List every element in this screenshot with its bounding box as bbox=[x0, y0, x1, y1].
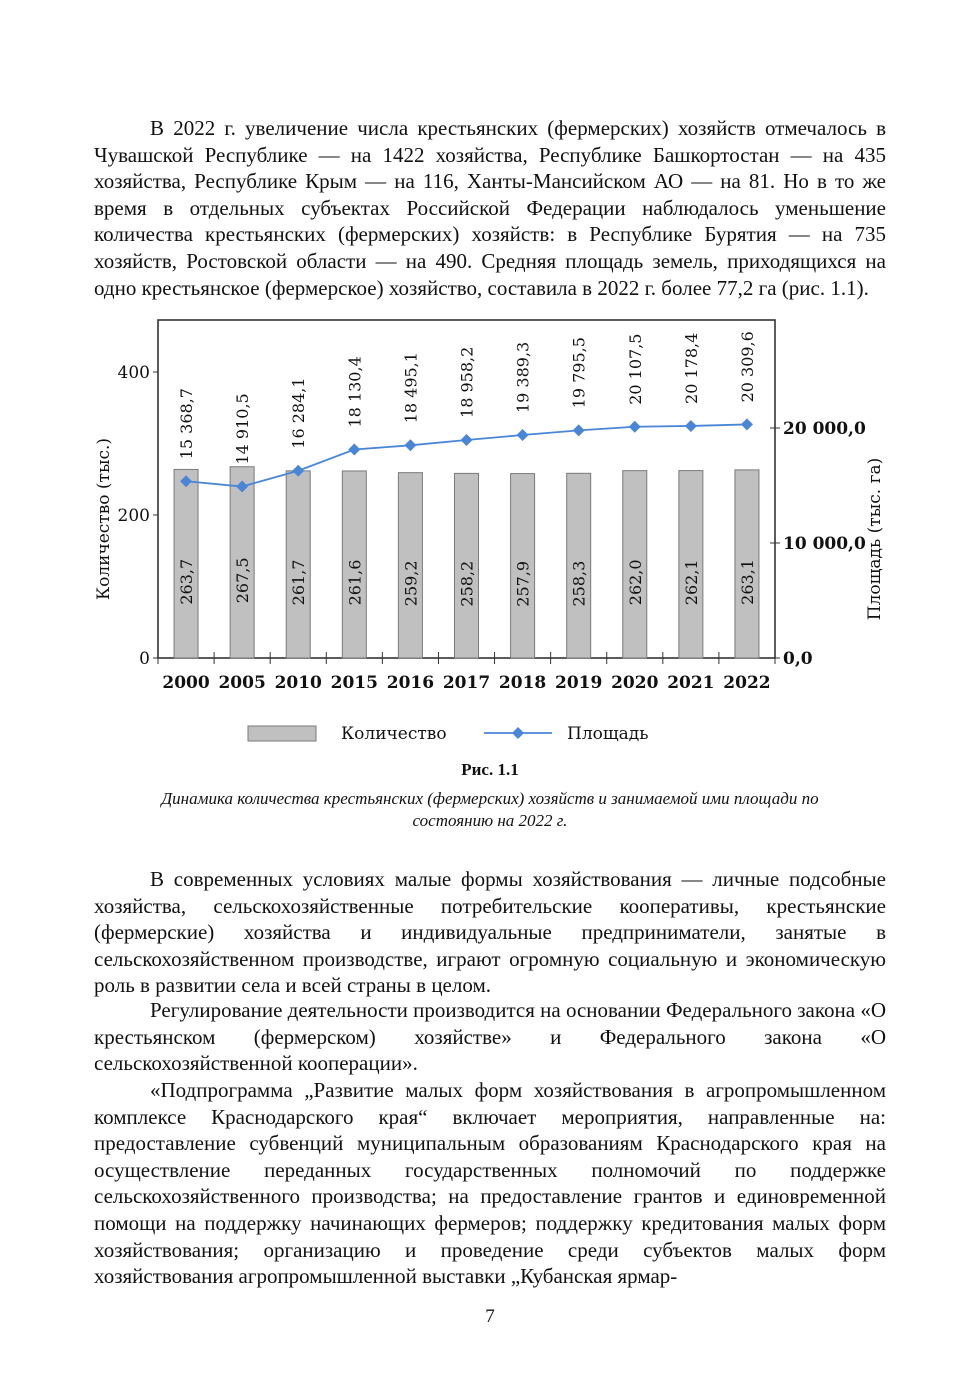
y2-tick-label: 10 000,0 bbox=[783, 533, 866, 554]
paragraph-4-text: «Подпрограмма „Развитие малых форм хозяйствования в агропромышленном комплексе Краснодарского края“ включает мероприятия, направленные на: предоставление субвенций муниципальным образованиям Краснодарского края на осуществление переданных государственных полномочий по поддержке сельскохозяйственного производства; на предоставление грантов и единовременной помощи на поддержку начинающих фермеров; поддержку кредитования малых форм хозяйствования; организацию и проведение среди субъектов малых форм хозяйствования агропромышленной выставки „Кубанская ярмар- bbox=[94, 1078, 886, 1289]
line-label: 18 495,1 bbox=[401, 352, 421, 424]
bar-label: 262,1 bbox=[681, 559, 701, 606]
line-label: 14 910,5 bbox=[233, 393, 253, 465]
x-tick-label: 2019 bbox=[555, 673, 603, 693]
legend-label-count: Количество bbox=[341, 724, 447, 744]
line-label: 18 958,2 bbox=[457, 346, 477, 418]
bar-label: 263,1 bbox=[737, 559, 757, 605]
x-tick-label: 2017 bbox=[442, 673, 491, 693]
line-label: 19 389,3 bbox=[513, 341, 533, 414]
y2-tick-label: 20 000,0 bbox=[783, 418, 866, 439]
figure-label: Рис. 1.1 bbox=[461, 760, 519, 779]
y2-axis-title: Площадь (тыс. га) bbox=[865, 457, 885, 621]
diamond-marker-icon bbox=[404, 439, 416, 451]
paragraph-3 bbox=[94, 997, 886, 1077]
bar-label: 263,7 bbox=[177, 558, 197, 605]
bar-label: 267,5 bbox=[233, 557, 253, 604]
y2-tick-label: 0,0 bbox=[783, 649, 813, 669]
diamond-marker-icon bbox=[741, 418, 753, 430]
x-tick-label: 2016 bbox=[386, 673, 435, 693]
diamond-marker-icon bbox=[629, 421, 641, 433]
paragraph-4 bbox=[94, 1077, 886, 1290]
x-tick-label: 2018 bbox=[498, 673, 547, 693]
y-axis-title: Количество (тыс.) bbox=[94, 437, 114, 601]
x-tick-label: 2010 bbox=[274, 673, 322, 693]
x-tick-label: 2020 bbox=[611, 673, 659, 693]
legend-diamond-icon bbox=[512, 727, 524, 739]
line-label: 19 795,5 bbox=[569, 337, 589, 409]
bar-label: 257,9 bbox=[513, 560, 533, 607]
paragraph-1-text: В 2022 г. увеличение числа крестьянских (фермерских) хозяйств отмечалось в Чувашской Республике — на 1422 хозяйства, Республике Башкортостан — на 435 хозяйства, Республике Крым — на 116, Ханты-Мансийском АО — на 81. Но в то же время в отдельных субъектах Российской Федерации наблюдалось уменьшение количества крестьянских (фермерских) хозяйств: в Республике Бурятия — на 735 хозяйств, Ростовской области — на 490. Средняя площадь земель, приходящихся на одно крестьянское (фермерское) хозяйство, составила в 2022 г. более 77,2 га (рис. 1.1). bbox=[94, 116, 886, 300]
bar-label: 258,3 bbox=[569, 560, 589, 607]
x-tick-label: 2021 bbox=[667, 673, 715, 693]
bar-label: 259,2 bbox=[401, 560, 421, 607]
legend-label-area: Площадь bbox=[567, 724, 649, 744]
line-label: 16 284,1 bbox=[289, 377, 309, 449]
line-label: 15 368,7 bbox=[177, 388, 197, 460]
y-tick-label: 400 bbox=[117, 362, 150, 383]
diamond-marker-icon bbox=[517, 429, 529, 441]
page-number: 7 bbox=[485, 1306, 495, 1327]
bar-label: 262,0 bbox=[625, 559, 645, 606]
x-tick-label: 2000 bbox=[162, 673, 210, 693]
diamond-marker-icon bbox=[685, 420, 697, 432]
diamond-marker-icon bbox=[348, 443, 360, 455]
paragraph-3-text: Регулирование деятельности производится на основании Федерального закона «О крестьянском (фермерском) хозяйстве» и Федерального закона «О сельскохозяйственной кооперации». bbox=[94, 998, 886, 1076]
x-tick-label: 2022 bbox=[723, 673, 771, 693]
line-label: 18 130,4 bbox=[345, 356, 365, 428]
line-label: 20 107,5 bbox=[625, 333, 645, 405]
paragraph-2-text: В современных условиях малые формы хозяйствования — личные подсобные хозяйства, сельскохозяйственные потребительские кооперативы, крестьянские (фермерские) хозяйства и индивидуальные предприниматели, занятые в сельскохозяйственном производстве, играют огромную социальную и экономическую роль в развитии села и всей страны в целом. bbox=[94, 867, 886, 998]
paragraph-2 bbox=[94, 866, 886, 999]
bar-label: 258,2 bbox=[457, 560, 477, 607]
bar-label: 261,6 bbox=[345, 559, 365, 606]
x-tick-label: 2015 bbox=[330, 673, 378, 693]
x-tick-label: 2005 bbox=[218, 673, 266, 693]
line-label: 20 309,6 bbox=[737, 331, 757, 403]
diamond-marker-icon bbox=[573, 424, 585, 436]
line-label: 20 178,4 bbox=[681, 332, 701, 404]
figure-caption: Динамика количества крестьянских (фермерских) хозяйств и занимаемой ими площади по состоянию на 2022 г. bbox=[161, 789, 819, 830]
y-tick-label: 0 bbox=[139, 649, 150, 669]
legend-bar-swatch bbox=[248, 726, 316, 741]
y-tick-label: 200 bbox=[117, 505, 150, 526]
bar-label: 261,7 bbox=[289, 559, 309, 606]
diamond-marker-icon bbox=[461, 434, 473, 446]
